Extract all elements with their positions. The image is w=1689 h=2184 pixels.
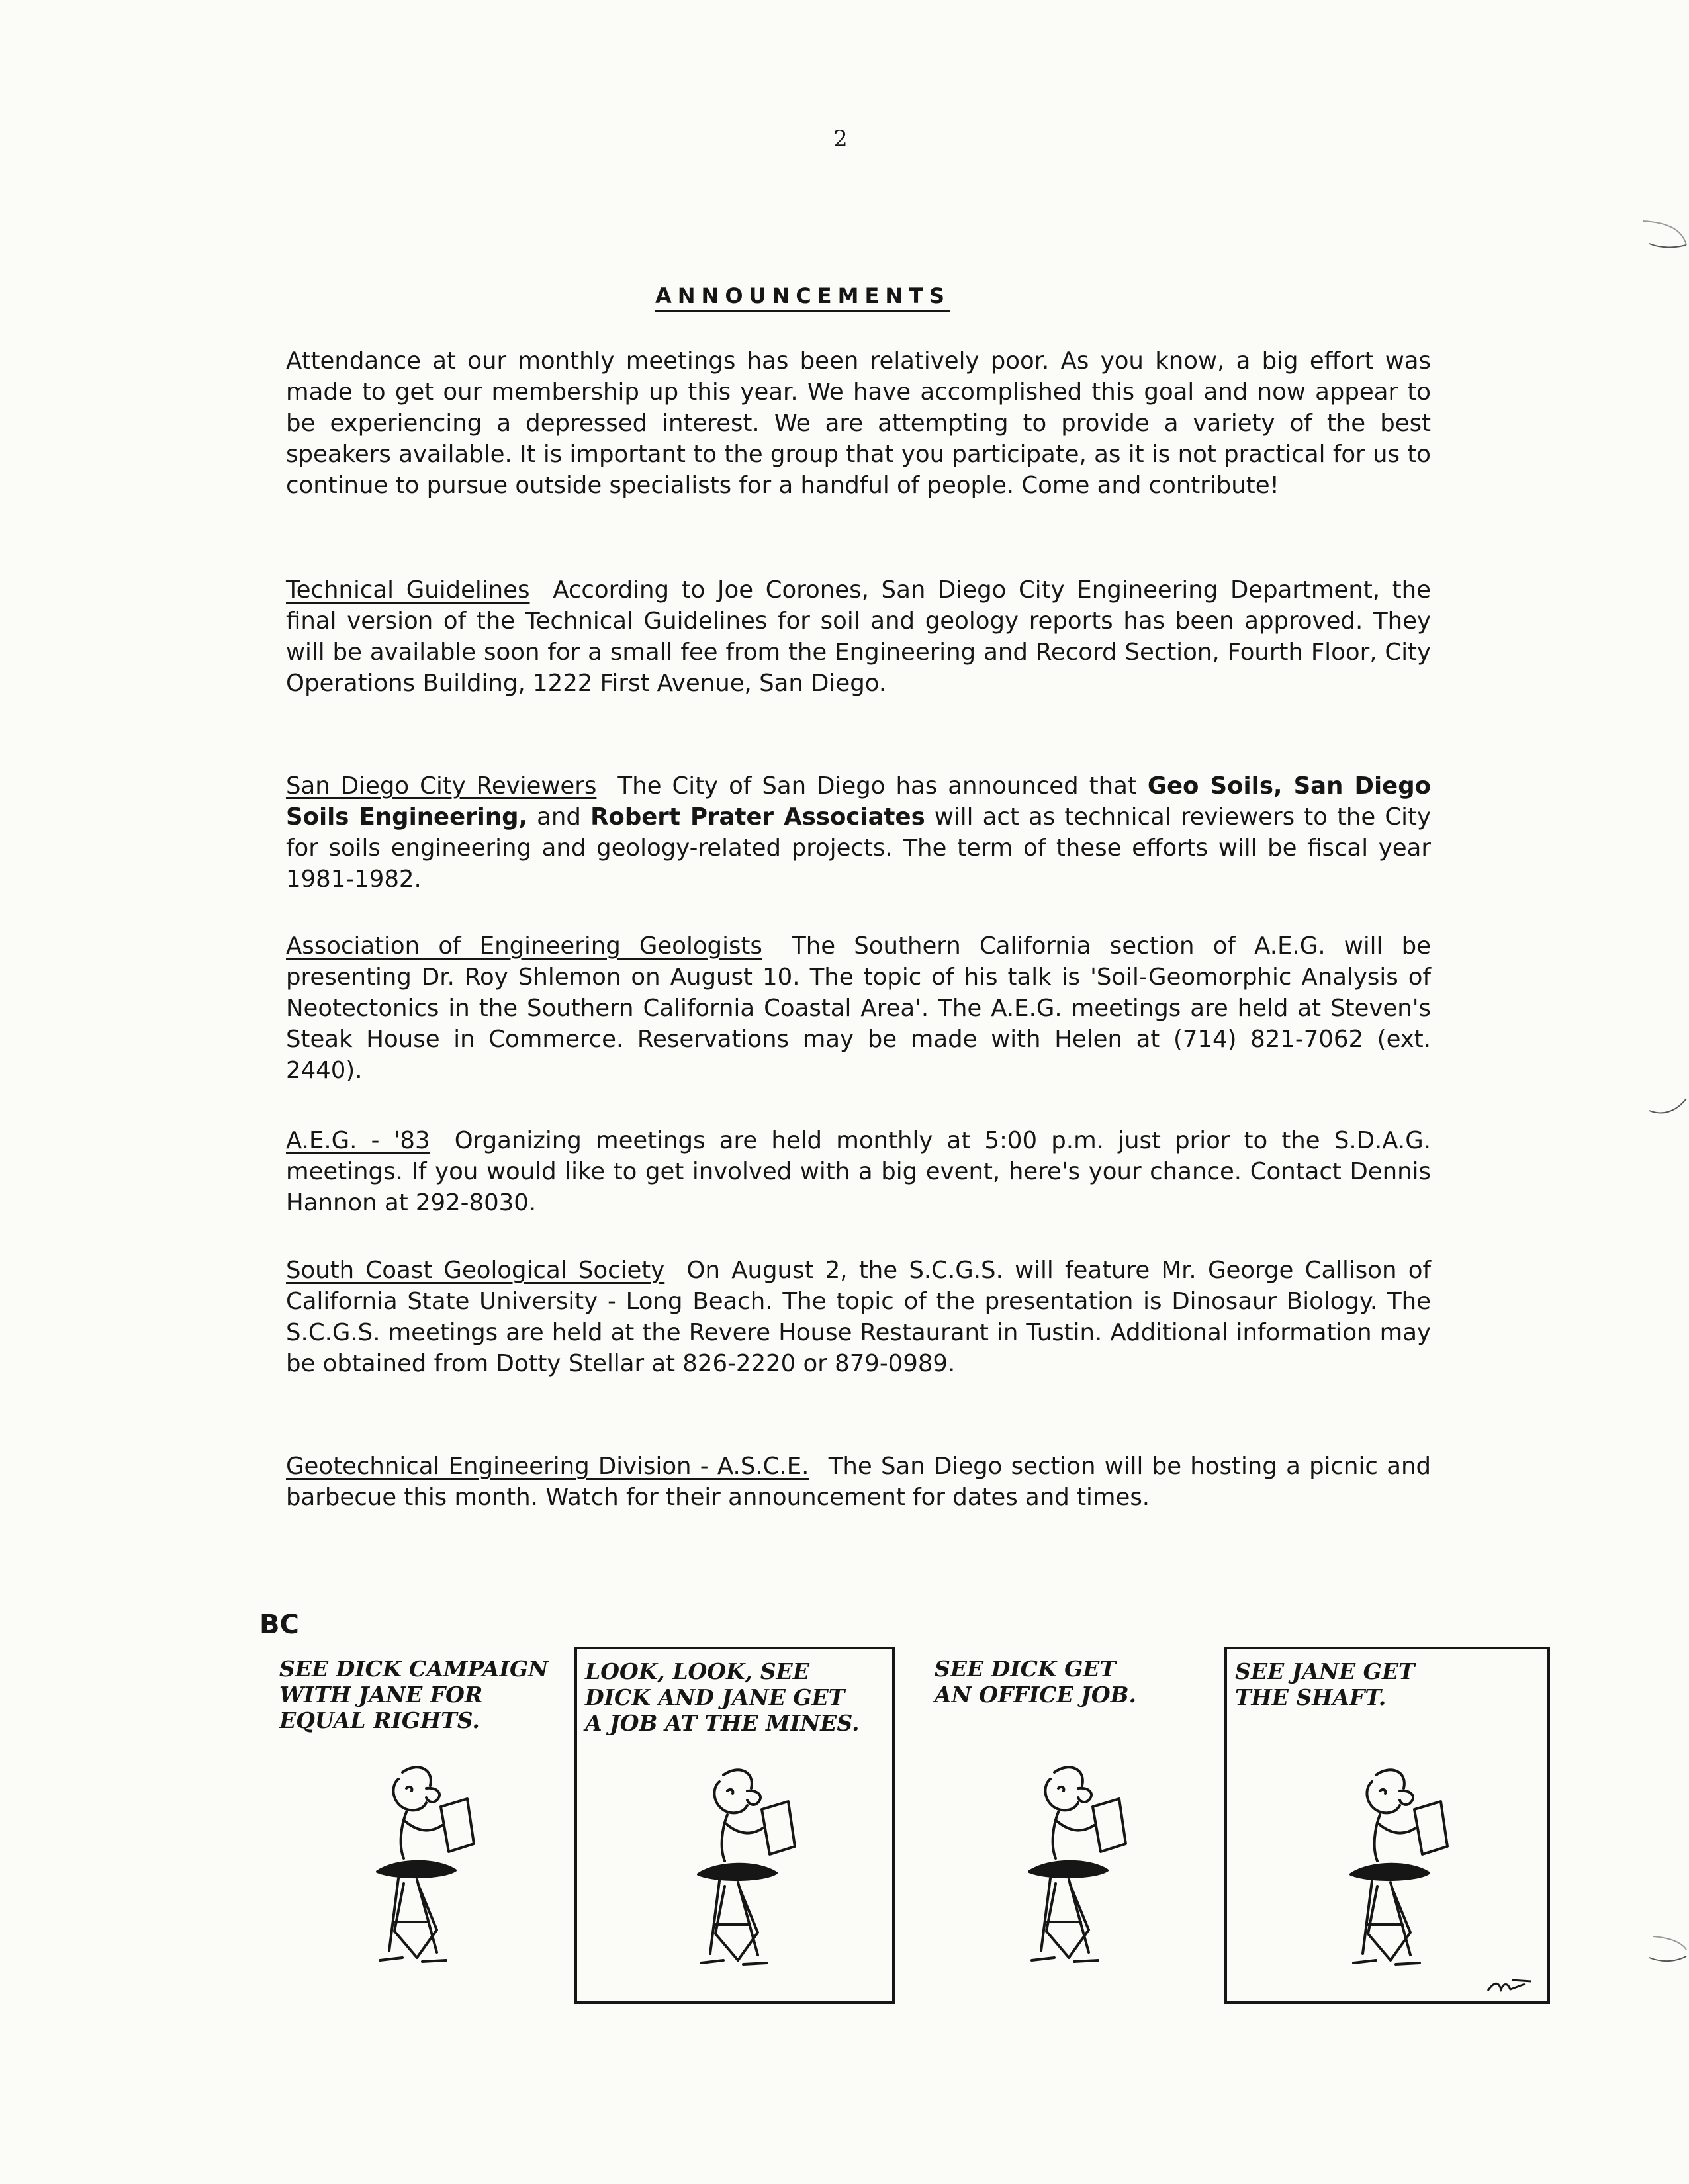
city-reviewers-item bbox=[286, 770, 1431, 895]
comic-panel bbox=[574, 1647, 895, 2004]
item-body: According to Joe Corones, San Diego City Engineering Department, the final version of the Technical Guidelines for soil and geology reports has been approved. They will be available soon for a small fee from the Engineering and Record Section, Fourth Floor, City Operations Building, 1222 First Avenue, San Diego. bbox=[286, 576, 1431, 697]
item-title: San Diego City Reviewers bbox=[286, 772, 597, 799]
cartoon-figure-icon bbox=[659, 1762, 811, 1987]
item-title: Geotechnical Engineering Division - A.S.C.E. bbox=[286, 1453, 809, 1480]
cartoon-figure-icon bbox=[338, 1759, 490, 1984]
aeg-item bbox=[286, 931, 1431, 1086]
announcements-heading: ANNOUNCEMENTS bbox=[655, 283, 950, 312]
item-body: On August 2, the S.C.G.S. will feature Mr. George Callison of California State University - Long Beach. The topic of the presentation is Dinosaur Biology. The S.C.G.S. meetings are held at the Revere House Restaurant in Tustin. Additional information may be obtained from Dotty Stellar at 826-2220 or 879-0989. bbox=[286, 1257, 1431, 1377]
item-body: and bbox=[537, 803, 581, 831]
comic-caption: SEE DICK GET AN OFFICE JOB. bbox=[935, 1656, 1136, 1707]
asce-item bbox=[286, 1451, 1431, 1513]
comic-panel bbox=[927, 1647, 1205, 2004]
technical-guidelines-item bbox=[286, 574, 1431, 699]
item-body: will act as technical reviewers to the City for soils engineering and geology-related projects. The term of these efforts will be fiscal year 1981-1982. bbox=[286, 803, 1431, 893]
hole-punch-mark-icon bbox=[1629, 1085, 1689, 1118]
comic-panel bbox=[1224, 1647, 1550, 2004]
item-body: The City of San Diego has announced that bbox=[617, 772, 1137, 799]
hole-punch-mark-icon bbox=[1629, 1933, 1689, 1966]
aeg-83-item bbox=[286, 1125, 1431, 1218]
item-body: The Southern California section of A.E.G. will be presenting Dr. Roy Shlemon on August 10. The topic of his talk is 'Soil-Geomorphic Analysis of Neotectonics in the Southern California Coastal Area'. The A.E.G. meetings are held at Steven's Steak House in Commerce. Reservations may be made with Helen at (714) 821-7062 (ext. 2440). bbox=[286, 933, 1431, 1084]
item-title: A.E.G. - '83 bbox=[286, 1127, 430, 1154]
reviewer-firms-b: Robert Prater Associates bbox=[590, 803, 925, 831]
page-number: 2 bbox=[833, 126, 848, 152]
reviewer-firms-a: Geo Soils, San Diego Soils Engineering, bbox=[286, 772, 1432, 831]
item-title: South Coast Geological Society bbox=[286, 1257, 665, 1284]
comic-caption: SEE DICK CAMPAIGN WITH JANE FOR EQUAL RIGHTS. bbox=[279, 1656, 549, 1733]
item-title: Technical Guidelines bbox=[286, 576, 530, 604]
cartoon-figure-icon bbox=[989, 1759, 1142, 1984]
intro-paragraph: Attendance at our monthly meetings has been relatively poor. As you know, a big effort was made to get our membership up this year. We have accomplished this goal and now appear to be experiencing a depressed interest. We are attempting to provide a variety of the best speakers available. It is important to the group that you participate, as it is not practical for us to continue to pursue outside specialists for a handful of people. Come and contribute! bbox=[286, 347, 1431, 499]
item-body: The San Diego section will be hosting a picnic and barbecue this month. Watch for their announcement for dates and times. bbox=[286, 1453, 1431, 1511]
item-title: Association of Engineering Geologists bbox=[286, 933, 762, 960]
cartoon-figure-icon bbox=[1311, 1762, 1463, 1987]
scgs-item bbox=[286, 1255, 1431, 1379]
item-body: Organizing meetings are held monthly at 5:00 p.m. just prior to the S.D.A.G. meetings. If you would like to get involved with a big event, here's your chance. Contact Dennis Hannon at 292-8030. bbox=[286, 1127, 1431, 1216]
comic-strip-label: BC bbox=[259, 1610, 299, 1640]
comic-panel bbox=[271, 1647, 556, 2004]
hole-punch-mark-icon bbox=[1629, 218, 1689, 251]
artist-signature-icon bbox=[1485, 1976, 1538, 1996]
comic-caption: SEE JANE GET THE SHAFT. bbox=[1235, 1659, 1415, 1710]
comic-caption: LOOK, LOOK, SEE DICK AND JANE GET A JOB AT THE MINES. bbox=[585, 1659, 860, 1736]
